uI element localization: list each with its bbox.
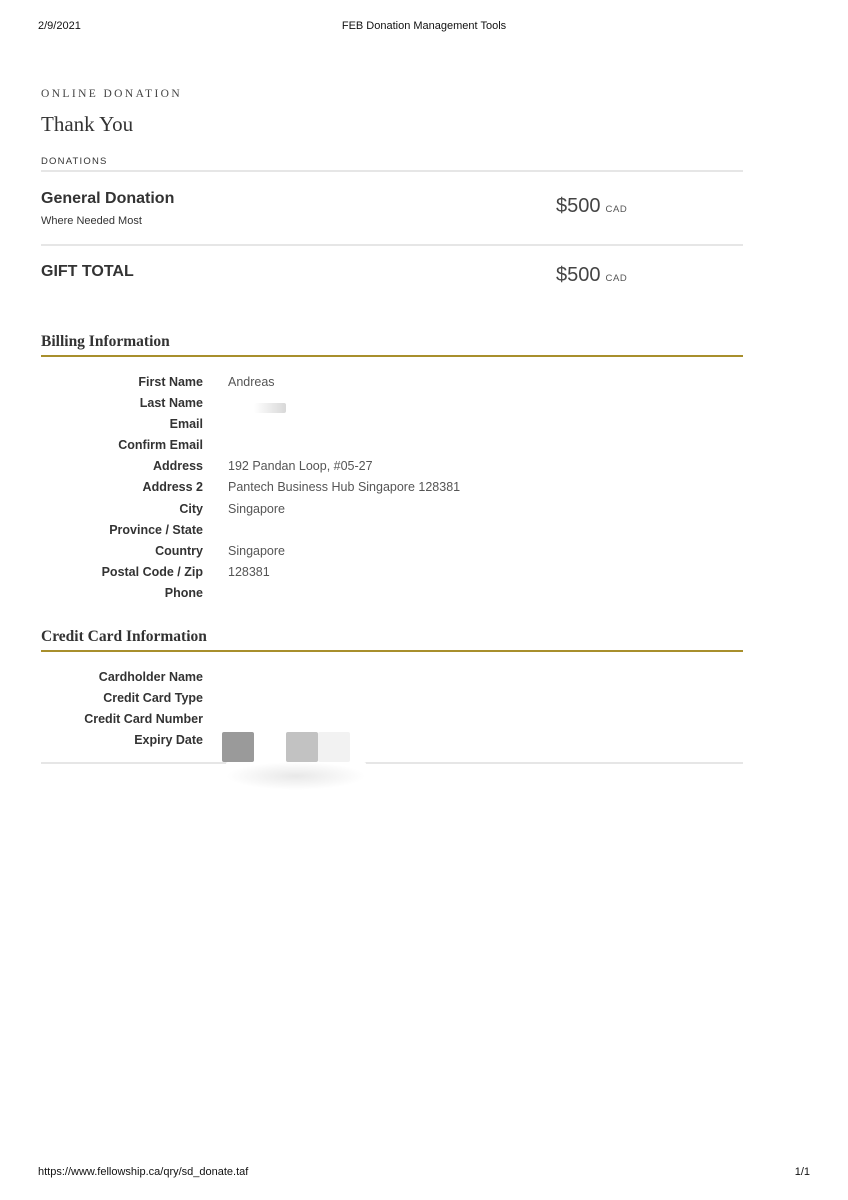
- redaction-mask: [286, 732, 318, 762]
- credit-card-info-list: [41, 652, 743, 766]
- credit-card-section-title: Credit Card Information: [41, 628, 207, 646]
- first-name-label: First Name: [138, 375, 203, 389]
- page-eyebrow: ONLINE DONATION: [41, 88, 183, 100]
- billing-info-list: [41, 357, 743, 607]
- expiry-date-label: Expiry Date: [134, 733, 203, 748]
- billing-info-row: [41, 459, 743, 480]
- billing-info-row: [41, 544, 743, 565]
- billing-section-title: Billing Information: [41, 333, 170, 350]
- email-label: Email: [169, 417, 203, 432]
- donation-name: General Donation: [41, 190, 175, 207]
- redaction-mask: [318, 732, 350, 762]
- billing-info-row: [41, 523, 743, 544]
- billing-info-row: [41, 438, 743, 459]
- billing-info-row: [41, 502, 743, 523]
- province-state-label: Province / State: [109, 522, 203, 537]
- address-2-value: Pantech Business Hub Singapore 128381: [228, 480, 461, 495]
- redaction-mask: [222, 732, 254, 762]
- donation-receipt: [41, 88, 743, 764]
- donation-amount-value: $500: [556, 195, 601, 217]
- print-date: 2/9/2021: [38, 20, 81, 32]
- postal-code-zip-label: Postal Code / Zip: [101, 564, 203, 579]
- gift-total-currency: CAD: [605, 273, 628, 284]
- address-label: Address: [152, 459, 203, 474]
- address-value: 192 Pandan Loop, #05-27: [228, 459, 373, 474]
- credit-card-info-row: [41, 733, 743, 754]
- page-title: Thank You: [41, 112, 134, 136]
- donation-currency: CAD: [605, 204, 628, 215]
- credit-card-number-label: Credit Card Number: [84, 712, 203, 727]
- billing-info-row: [41, 565, 743, 586]
- print-page-title: FEB Donation Management Tools: [341, 20, 507, 32]
- credit-card-info-row: [41, 670, 743, 691]
- city-value: Singapore: [228, 501, 285, 516]
- redaction-mask: [254, 403, 286, 413]
- phone-label: Phone: [164, 585, 203, 600]
- cardholder-name-label: Cardholder Name: [98, 670, 203, 685]
- donation-line-item: [41, 172, 743, 244]
- first-name-value: Andreas: [228, 375, 275, 389]
- redaction-mask: [226, 762, 366, 790]
- gift-total-row: [41, 246, 743, 306]
- billing-info-row: [41, 480, 743, 501]
- billing-info-row: [41, 375, 743, 396]
- billing-info-row: [41, 417, 743, 438]
- confirm-email-label: Confirm Email: [118, 438, 203, 453]
- gift-total-value: $500: [556, 264, 601, 286]
- print-url: https://www.fellowship.ca/qry/sd_donate.taf: [38, 1166, 249, 1178]
- postal-code-zip-value: 128381: [228, 564, 270, 579]
- billing-info-row: [41, 586, 743, 607]
- print-footer: [0, 1166, 848, 1182]
- donation-amount: [556, 195, 627, 218]
- country-value: Singapore: [228, 543, 285, 558]
- credit-card-info-row: [41, 712, 743, 733]
- country-label: Country: [155, 543, 203, 558]
- print-header: [0, 20, 848, 36]
- last-name-label: Last Name: [139, 396, 203, 411]
- billing-info-row: [41, 396, 743, 417]
- gift-total-label: GIFT TOTAL: [41, 263, 134, 280]
- donations-label: DONATIONS: [41, 156, 108, 167]
- address-2-label: Address 2: [142, 480, 203, 495]
- gift-total-amount: [556, 264, 627, 287]
- credit-card-info-row: [41, 691, 743, 712]
- city-label: City: [179, 501, 203, 516]
- print-page-number: 1/1: [794, 1166, 810, 1178]
- donation-designation: Where Needed Most: [41, 215, 142, 227]
- credit-card-type-label: Credit Card Type: [103, 691, 203, 706]
